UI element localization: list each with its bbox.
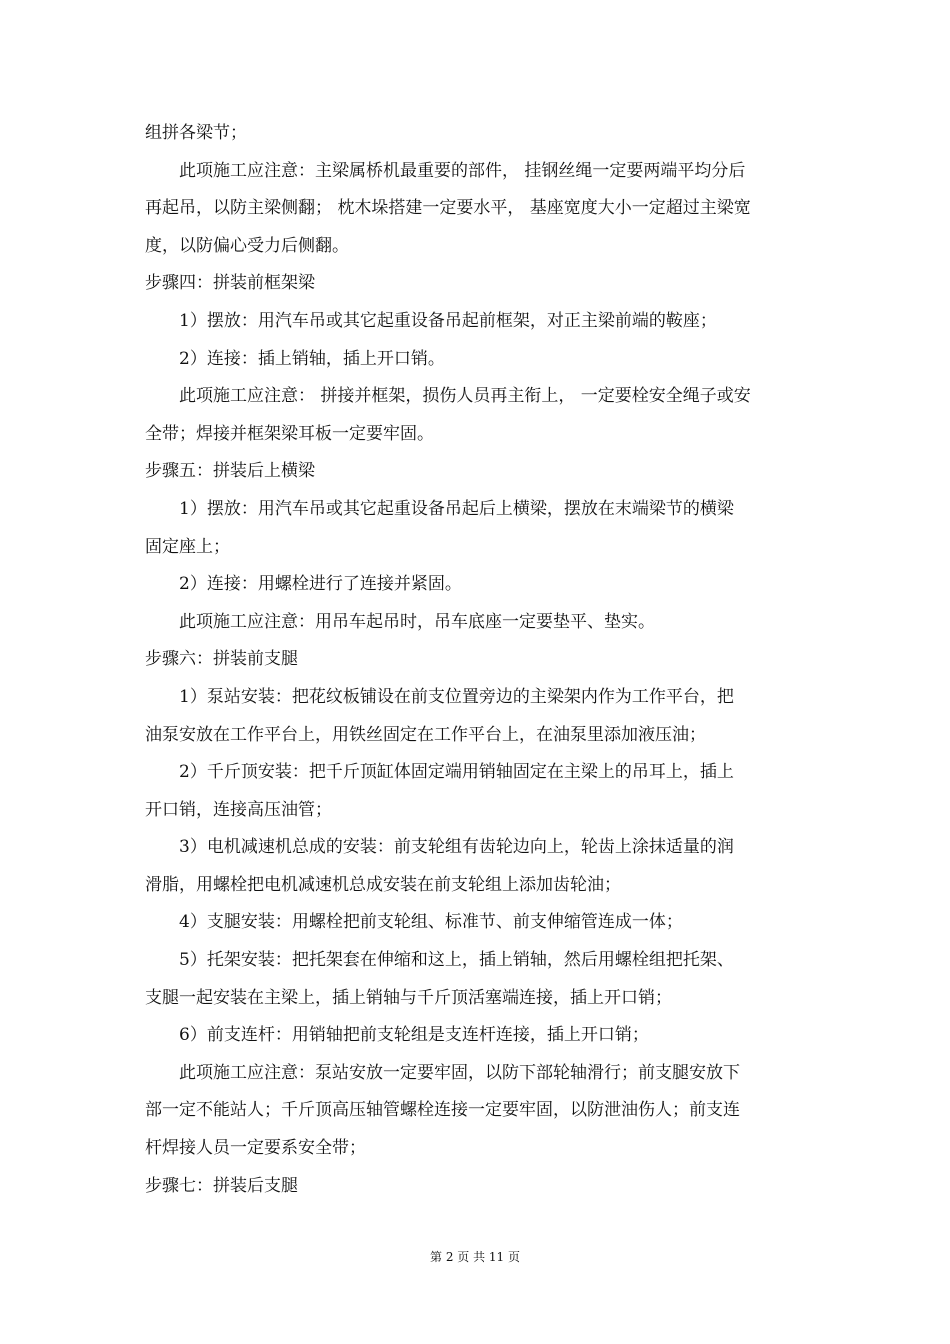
text-line: 滑脂，用螺栓把电机减速机总成安装在前支轮组上添加齿轮油； <box>145 874 621 895</box>
text-line: 度，以防偏心受力后侧翻。 <box>145 235 349 256</box>
text-line: 全带；焊接并框架梁耳板一定要牢固。 <box>145 423 434 444</box>
text-line: 步骤六：拼装前支腿 <box>145 649 298 670</box>
text-line: 6）前支连杆：用销轴把前支轮组是支连杆连接，插上开口销； <box>179 1025 649 1046</box>
text-line: 步骤七：拼装后支腿 <box>145 1175 298 1196</box>
text-line: 1）摆放：用汽车吊或其它起重设备吊起后上横梁，摆放在末端梁节的横梁 <box>179 498 734 519</box>
text-line: 步骤五：拼装后上横梁 <box>145 461 315 482</box>
text-line: 2）连接：插上销轴，插上开口销。 <box>179 348 445 369</box>
text-line: 此项施工应注意：用吊车起吊时，吊车底座一定要垫平、垫实。 <box>179 611 655 632</box>
text-line: 此项施工应注意： 拼接并框架，损伤人员再主衔上， 一定要栓安全绳子或安 <box>179 386 751 407</box>
text-line: 油泵安放在工作平台上，用铁丝固定在工作平台上，在油泵里添加液压油； <box>145 724 706 745</box>
text-line: 3）电机减速机总成的安装：前支轮组有齿轮边向上，轮齿上涂抹适量的润 <box>179 837 734 858</box>
text-line: 开口销，连接高压油管； <box>145 799 332 820</box>
page-footer: 第 2 页 共 11 页 <box>430 1250 520 1264</box>
text-line: 支腿一起安装在主梁上，插上销轴与千斤顶活塞端连接，插上开口销； <box>145 987 672 1008</box>
text-line: 步骤四：拼装前框架梁 <box>145 273 315 294</box>
text-line: 此项施工应注意：主梁属桥机最重要的部件， 挂钢丝绳一定要两端平均分后 <box>179 160 746 181</box>
text-line: 1）泵站安装：把花纹板铺设在前支位置旁边的主梁架内作为工作平台，把 <box>179 686 734 707</box>
text-line: 2）连接：用螺栓进行了连接并紧固。 <box>179 574 462 595</box>
text-line: 组拼各梁节； <box>145 123 247 143</box>
text-line: 再起吊，以防主梁侧翻； 枕木垛搭建一定要水平， 基座宽度大小一定超过主梁宽 <box>145 198 751 219</box>
text-line: 2）千斤顶安装：把千斤顶缸体固定端用销轴固定在主梁上的吊耳上，插上 <box>179 762 734 783</box>
text-line: 部一定不能站人；千斤顶高压轴管螺栓连接一定要牢固，以防泄油伤人；前支连 <box>145 1100 740 1121</box>
text-line: 4）支腿安装：用螺栓把前支轮组、标准节、前支伸缩管连成一体； <box>179 912 683 933</box>
text-line: 杆焊接人员一定要系安全带； <box>145 1138 366 1159</box>
text-line: 固定座上； <box>145 536 230 557</box>
text-line: 1）摆放：用汽车吊或其它起重设备吊起前框架，对正主梁前端的鞍座； <box>179 310 717 331</box>
text-line: 此项施工应注意：泵站安放一定要牢固，以防下部轮轴滑行；前支腿安放下 <box>179 1062 740 1083</box>
document-body <box>145 115 810 1205</box>
text-line: 5）托架安装：把托架套在伸缩和这上，插上销轴，然后用螺栓组把托架、 <box>179 950 734 971</box>
